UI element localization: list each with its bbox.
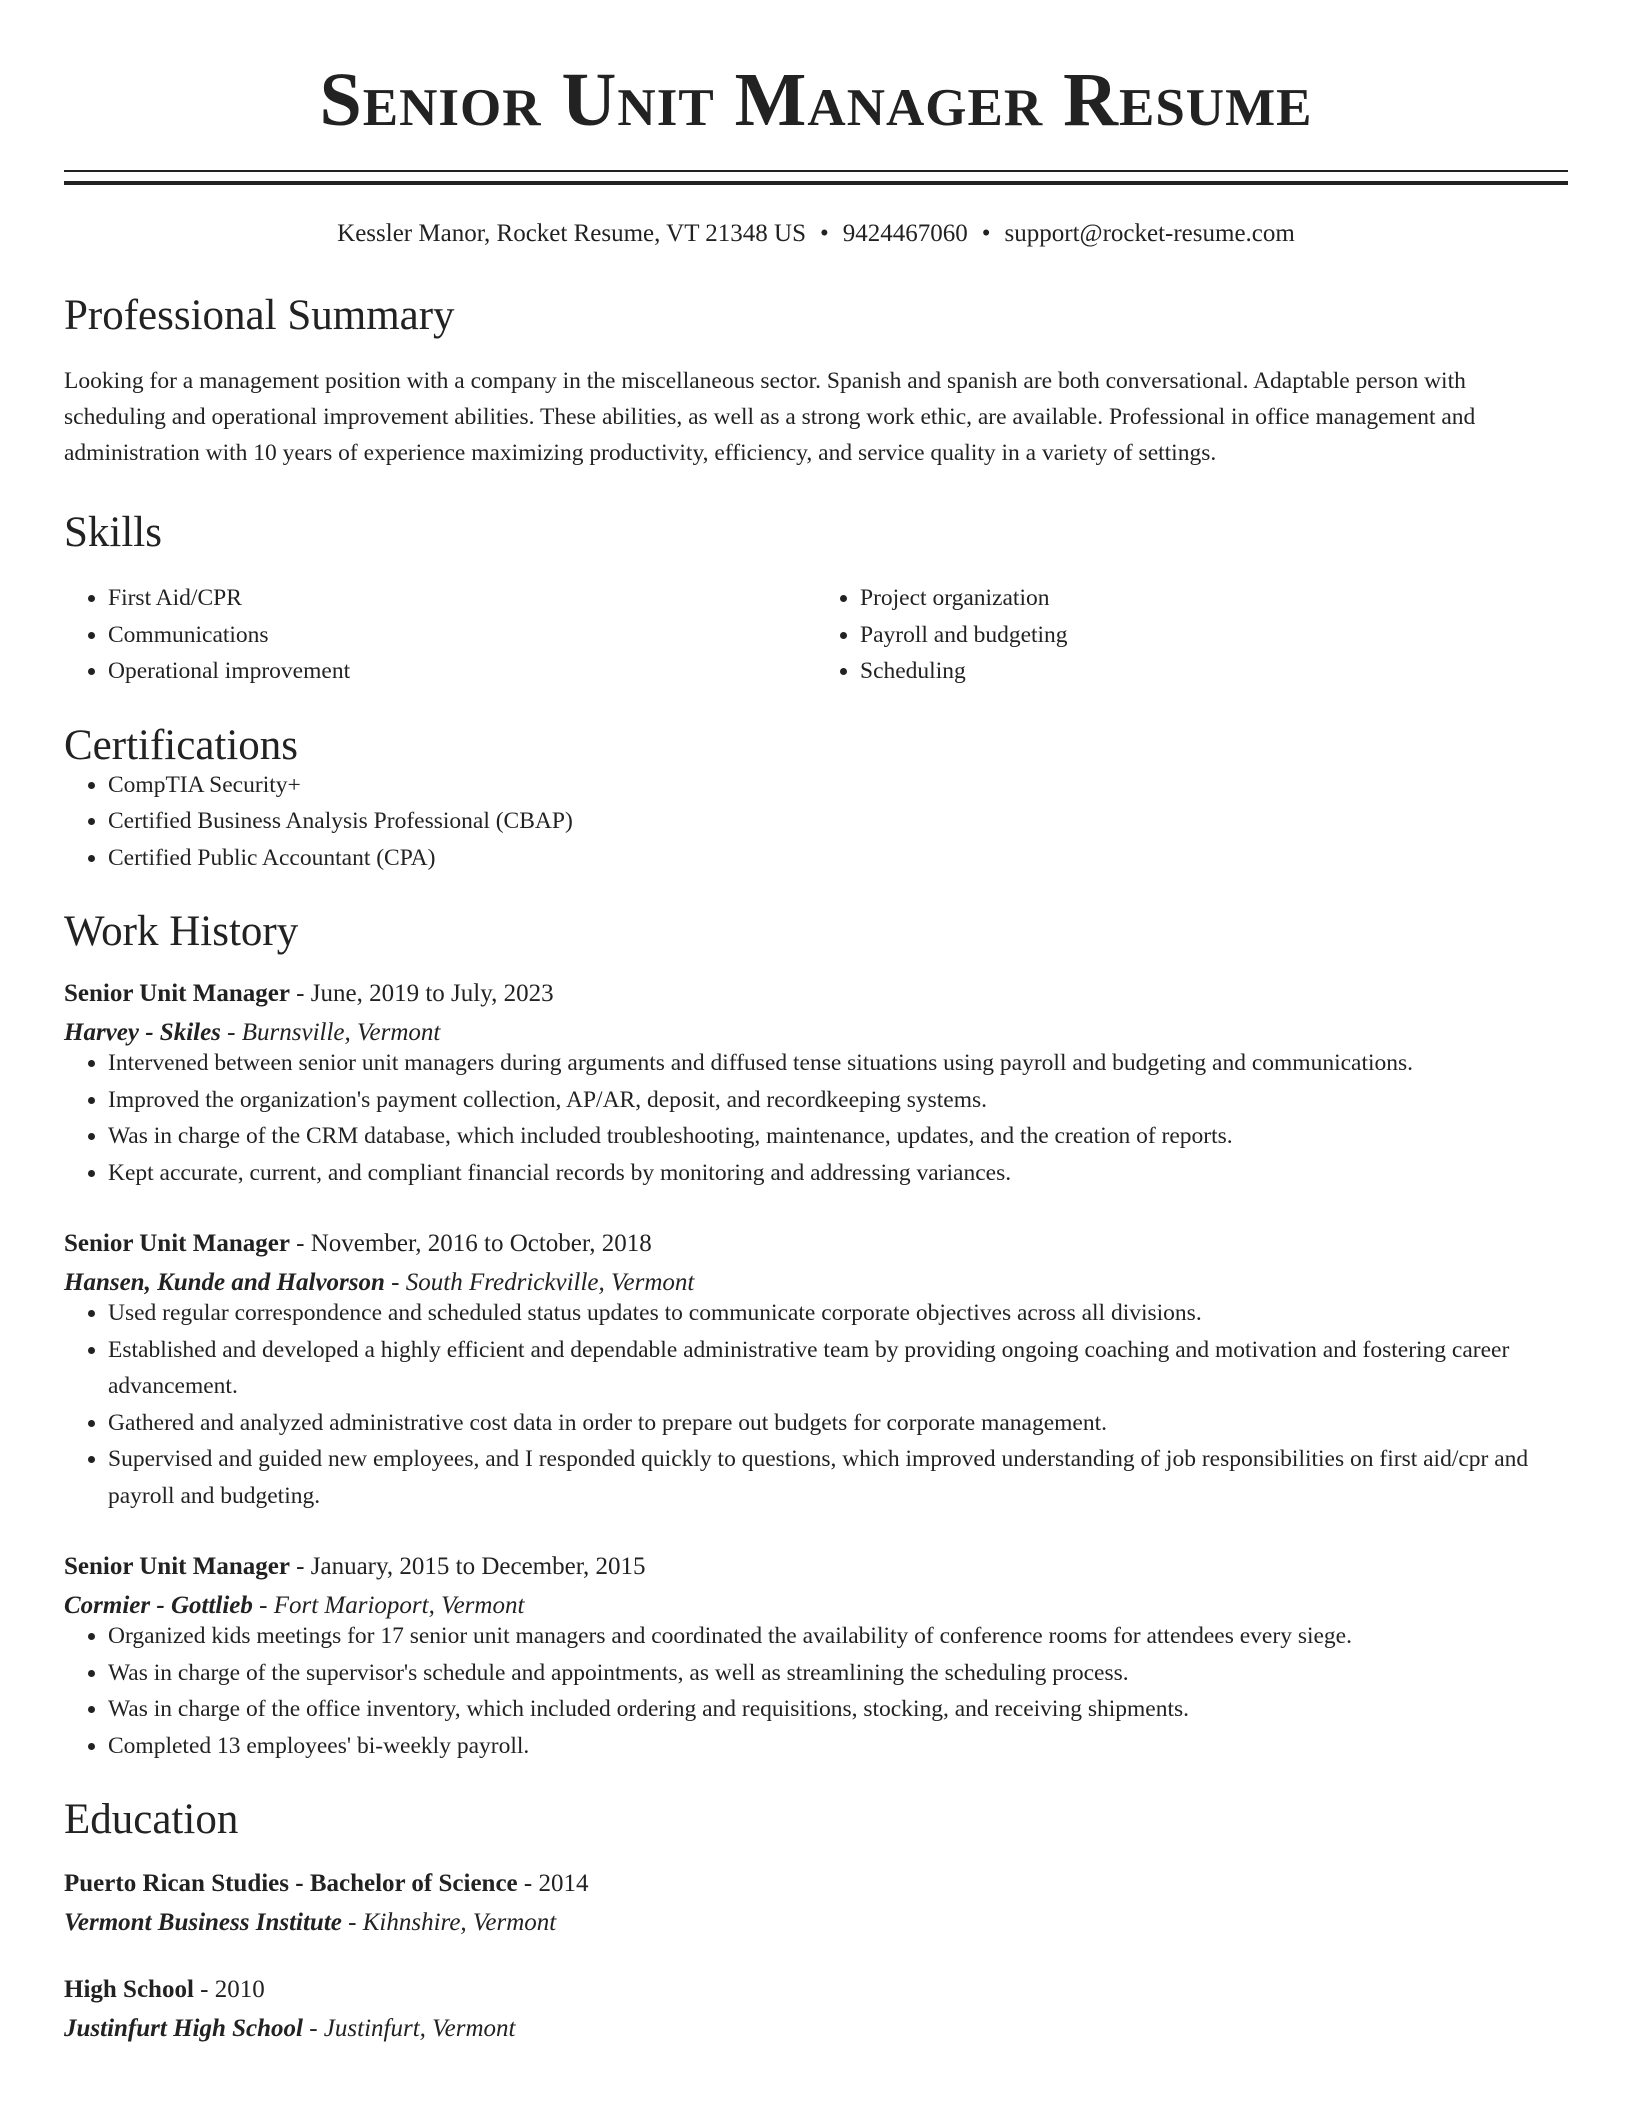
job-duty: • Was in charge of the CRM database, which included troubleshooting, maintenance, updates, and the creation of reports. <box>108 1118 1568 1155</box>
job-duty: • Was in charge of the supervisor's schedule and appointments, as well as streamlining the scheduling process. <box>108 1655 1568 1692</box>
job-location: - Fort Marioport, Vermont <box>252 1592 525 1619</box>
education-heading: Education <box>64 1796 239 1843</box>
education-header <box>64 1977 1568 2002</box>
job-employer <box>64 1593 1568 1618</box>
job-location: - South Fredrickville, Vermont <box>384 1269 695 1296</box>
certifications-list <box>64 767 1568 877</box>
job-duty: • Was in charge of the office inventory, which included ordering and requisitions, stocking, and receiving shipments. <box>108 1691 1568 1728</box>
education-degree: High School <box>64 1976 194 2003</box>
job-duty: • Improved the organization's payment collection, AP/AR, deposit, and recordkeeping systems. <box>108 1082 1568 1119</box>
summary-heading: Professional Summary <box>64 292 455 339</box>
job-duties <box>64 1045 1568 1191</box>
skill-item: • Communications <box>108 617 816 654</box>
contact-phone: 9424467060 <box>842 220 968 247</box>
job-header <box>64 1554 1568 1579</box>
certifications-heading: Certifications <box>64 721 299 769</box>
skill-item: • First Aid/CPR <box>108 580 816 617</box>
job-duty: • Supervised and guided new employees, and I responded quickly to questions, which improved understanding of job responsibilities on first aid/cpr and payroll and budgeting. <box>108 1441 1568 1514</box>
education-degree: Puerto Rican Studies - Bachelor of Science <box>64 1870 518 1897</box>
skills-heading: Skills <box>64 509 162 556</box>
contact-line <box>64 221 1568 246</box>
job-duty: • Kept accurate, current, and compliant financial records by monitoring and addressing variances. <box>108 1155 1568 1192</box>
job-entry <box>64 981 1568 1191</box>
job-role: Senior Unit Manager <box>64 980 290 1007</box>
job-location: - Burnsville, Vermont <box>220 1019 441 1046</box>
job-company: Harvey - Skiles <box>64 1019 221 1046</box>
skills-list <box>64 580 1568 690</box>
job-role: Senior Unit Manager <box>64 1230 290 1257</box>
resume-title: Senior Unit Manager Resume <box>319 58 1313 142</box>
job-duties <box>64 1618 1568 1764</box>
education-location: - Kihnshire, Vermont <box>341 1909 557 1936</box>
title-divider <box>64 170 1568 185</box>
education-header <box>64 1871 1568 1896</box>
skill-item: • Project organization <box>860 580 1568 617</box>
skill-item: • Scheduling <box>860 653 1568 690</box>
job-dates: - November, 2016 to October, 2018 <box>289 1230 652 1257</box>
job-dates: - January, 2015 to December, 2015 <box>289 1553 646 1580</box>
contact-separator: • <box>820 220 829 247</box>
job-employer <box>64 1270 1568 1295</box>
job-duty: • Used regular correspondence and scheduled status updates to communicate corporate objectives across all divisions. <box>108 1295 1568 1332</box>
certification-item: • CompTIA Security+ <box>108 767 1568 804</box>
summary-text: Looking for a management position with a company in the miscellaneous sector. Spanish and spanish are both conversational. Adaptable person with scheduling and operational improvement abilities. These abilities, as well as a strong work ethic, are available. Professional in office management and administration with 10 years of experience maximizing productivity, efficiency, and service quality in a variety of settings. <box>64 368 1476 466</box>
education-year: - 2010 <box>193 1976 265 2003</box>
job-entry <box>64 1231 1568 1514</box>
job-duty: • Organized kids meetings for 17 senior unit managers and coordinated the availability of conference rooms for attendees every siege. <box>108 1618 1568 1655</box>
certification-item: • Certified Business Analysis Professional (CBAP) <box>108 803 1568 840</box>
contact-separator: • <box>981 220 991 247</box>
job-duty: • Intervened between senior unit managers during arguments and diffused tense situations using payroll and budgeting and communications. <box>108 1045 1568 1082</box>
job-header <box>64 981 1568 1006</box>
job-header <box>64 1231 1568 1256</box>
contact-email[interactable]: support@rocket-resume.com <box>1004 220 1295 247</box>
job-duties <box>64 1295 1568 1514</box>
skill-item: • Operational improvement <box>108 653 816 690</box>
contact-address: Kessler Manor, Rocket Resume, VT 21348 US <box>337 220 807 247</box>
education-school-line <box>64 1910 1568 1935</box>
work-history-heading: Work History <box>64 908 299 955</box>
skills-right-column <box>816 580 1568 690</box>
job-dates: - June, 2019 to July, 2023 <box>289 980 554 1007</box>
education-school: Vermont Business Institute <box>64 1909 342 1936</box>
job-company: Cormier - Gottlieb <box>64 1592 253 1619</box>
skills-left-column <box>64 580 816 690</box>
job-entry <box>64 1554 1568 1764</box>
job-duty: • Gathered and analyzed administrative cost data in order to prepare out budgets for corporate management. <box>108 1405 1568 1442</box>
education-location: - Justinfurt, Vermont <box>302 2015 516 2042</box>
job-duty: • Established and developed a highly efficient and dependable administrative team by providing ongoing coaching and motivation and fostering career advancement. <box>108 1332 1568 1405</box>
education-entry <box>64 1871 1568 1935</box>
education-school: Justinfurt High School <box>64 2015 303 2042</box>
job-employer <box>64 1020 1568 1045</box>
job-role: Senior Unit Manager <box>64 1553 290 1580</box>
education-entry <box>64 1977 1568 2041</box>
job-duty: • Completed 13 employees' bi-weekly payroll. <box>108 1728 1568 1765</box>
education-school-line <box>64 2016 1568 2041</box>
job-company: Hansen, Kunde and Halvorson <box>64 1269 385 1296</box>
skill-item: • Payroll and budgeting <box>860 617 1568 654</box>
certification-item: • Certified Public Accountant (CPA) <box>108 840 1568 877</box>
education-year: - 2014 <box>517 1870 589 1897</box>
